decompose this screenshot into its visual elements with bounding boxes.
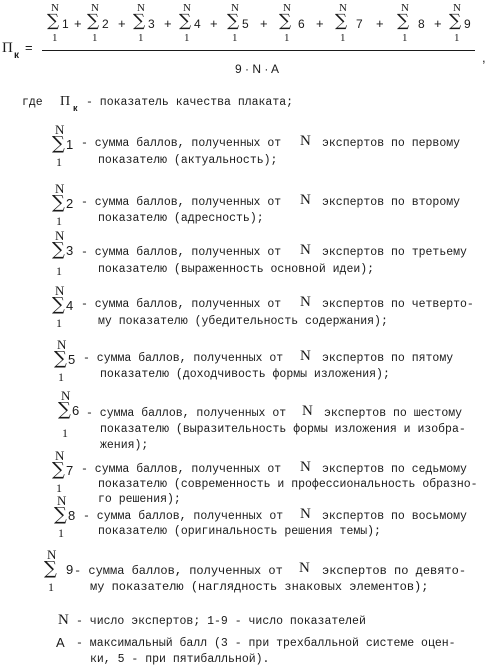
where-word: где bbox=[22, 96, 43, 109]
item-1-line1: - сумма баллов, полученных от bbox=[81, 137, 282, 150]
item-8-line2: показателю (оригинальность решения темы); bbox=[98, 525, 381, 538]
fraction-bar bbox=[42, 50, 475, 51]
item-7-line1: - сумма баллов, полученных от bbox=[81, 463, 282, 476]
sum-lower-1: 1 bbox=[56, 316, 62, 330]
sum-lower-1: 1 bbox=[138, 32, 144, 44]
where-symbol-subscript: к bbox=[73, 103, 78, 113]
term-index: 1 bbox=[62, 17, 69, 31]
sigma-symbol: ∑ bbox=[44, 558, 57, 579]
item-9-sum bbox=[44, 547, 74, 593]
footer-a-symbol: A bbox=[56, 635, 65, 650]
item-digit: 3 bbox=[66, 243, 74, 258]
item-3-sum bbox=[52, 228, 82, 278]
item-digit: 6 bbox=[72, 403, 80, 418]
item-1-line2: показателю (актуальность); bbox=[98, 154, 278, 167]
sum-upper-n: N bbox=[55, 448, 65, 463]
sigma-symbol: ∑ bbox=[227, 11, 240, 31]
sigma-symbol: ∑ bbox=[54, 504, 67, 525]
formula-term bbox=[278, 2, 308, 50]
item-6-line3: жения); bbox=[100, 439, 149, 452]
sum-upper-n: N bbox=[55, 181, 65, 196]
sum-lower-1: 1 bbox=[402, 32, 408, 44]
item-7-line3: го решения); bbox=[98, 493, 181, 506]
sum-lower-1: 1 bbox=[58, 370, 64, 384]
item-1-n: N bbox=[300, 133, 311, 149]
item-2-n: N bbox=[300, 192, 311, 208]
formula-term bbox=[178, 2, 208, 50]
term-index: 9 bbox=[464, 17, 471, 31]
item-8-n: N bbox=[300, 506, 311, 522]
plus-sign: + bbox=[210, 16, 218, 31]
item-5-n: N bbox=[300, 348, 311, 364]
where-symbol: П bbox=[60, 94, 71, 109]
sum-lower-1: 1 bbox=[56, 481, 62, 495]
sigma-symbol: ∑ bbox=[47, 11, 60, 31]
where-text: - показатель качества плаката; bbox=[86, 96, 294, 109]
formula-lhs: П bbox=[2, 40, 13, 56]
item-7-sum bbox=[52, 448, 82, 494]
sigma-symbol: ∑ bbox=[133, 11, 146, 31]
formula-term bbox=[46, 2, 76, 50]
sum-upper-n: N bbox=[55, 228, 65, 243]
item-digit: 1 bbox=[66, 137, 74, 152]
sum-upper-n: N bbox=[231, 2, 239, 14]
sum-upper-n: N bbox=[91, 2, 99, 14]
item-7-line1b: экспертов по седьмому bbox=[322, 463, 467, 476]
plus-sign: + bbox=[434, 16, 442, 31]
footer-n-text: - число экспертов; 1-9 - число показателей bbox=[76, 615, 366, 628]
sum-lower-1: 1 bbox=[92, 32, 98, 44]
sum-upper-n: N bbox=[55, 122, 65, 137]
formula-term bbox=[334, 2, 364, 50]
sigma-symbol: ∑ bbox=[52, 239, 65, 260]
sum-lower-1: 1 bbox=[454, 32, 460, 44]
item-7-line2: показателю (современность и профессиональность образно- bbox=[98, 478, 478, 491]
sum-lower-1: 1 bbox=[340, 32, 346, 44]
item-digit: 4 bbox=[66, 298, 74, 313]
term-index: 4 bbox=[194, 17, 201, 31]
sum-lower-1: 1 bbox=[48, 580, 54, 594]
item-2-line2: показателю (адресность); bbox=[98, 212, 264, 225]
term-index: 6 bbox=[298, 17, 305, 31]
item-9-line1: - сумма баллов, полученных от bbox=[74, 564, 283, 578]
sum-upper-n: N bbox=[57, 337, 67, 352]
term-index: 5 bbox=[242, 17, 249, 31]
formula-numerator bbox=[46, 2, 486, 50]
item-digit: 9 bbox=[66, 562, 74, 577]
sum-lower-1: 1 bbox=[56, 155, 62, 169]
sigma-symbol: ∑ bbox=[335, 11, 348, 31]
item-5-line1b: экспертов по пятому bbox=[322, 352, 454, 365]
sum-lower-1: 1 bbox=[52, 32, 58, 44]
sum-lower-1: 1 bbox=[56, 264, 62, 278]
formula-term bbox=[132, 2, 162, 50]
formula-equals: = bbox=[25, 40, 33, 55]
sum-upper-n: N bbox=[183, 2, 191, 14]
sum-upper-n: N bbox=[61, 388, 71, 403]
sum-upper-n: N bbox=[47, 547, 57, 562]
sigma-symbol: ∑ bbox=[54, 348, 67, 369]
sum-lower-1: 1 bbox=[56, 214, 62, 228]
item-5-line1: - сумма баллов, полученных от bbox=[83, 352, 284, 365]
item-9-line2: му показателю (наглядность знаковых элементов); bbox=[90, 580, 429, 594]
formula-term bbox=[226, 2, 256, 50]
item-5-sum bbox=[54, 337, 84, 383]
item-2-sum bbox=[52, 181, 82, 227]
item-2-line1: - сумма баллов, полученных от bbox=[81, 196, 282, 209]
term-index: 7 bbox=[356, 17, 363, 31]
item-6-line1b: экспертов по шестому bbox=[324, 407, 463, 420]
sigma-symbol: ∑ bbox=[58, 399, 71, 420]
formula-term bbox=[448, 2, 478, 50]
term-index: 3 bbox=[148, 17, 155, 31]
sum-upper-n: N bbox=[137, 2, 145, 14]
item-8-line1b: экспертов по восьмому bbox=[322, 510, 467, 523]
sigma-symbol: ∑ bbox=[179, 11, 192, 31]
item-4-line1: - сумма баллов, полученных от bbox=[81, 298, 282, 311]
sigma-symbol: ∑ bbox=[87, 11, 100, 31]
sum-lower-1: 1 bbox=[232, 32, 238, 44]
footer-a-text: - максимальный балл (3 - при трехбалльной системе оцен- bbox=[76, 637, 456, 650]
item-4-sum bbox=[52, 283, 82, 329]
where-line bbox=[0, 94, 504, 114]
plus-sign: + bbox=[74, 16, 82, 31]
item-9-n: N bbox=[299, 560, 310, 576]
sigma-symbol: ∑ bbox=[52, 294, 65, 315]
item-3-line2: показателю (выраженность основной идеи); bbox=[98, 263, 375, 276]
item-digit: 5 bbox=[68, 352, 76, 367]
item-6-n: N bbox=[302, 403, 313, 419]
sum-upper-n: N bbox=[57, 493, 67, 508]
item-1-sum bbox=[52, 122, 82, 168]
item-3-n: N bbox=[300, 242, 311, 258]
item-digit: 7 bbox=[66, 463, 74, 478]
item-1-line1b: экспертов по первому bbox=[322, 137, 461, 150]
sum-upper-n: N bbox=[401, 2, 409, 14]
sum-lower-1: 1 bbox=[58, 526, 64, 540]
plus-sign: + bbox=[118, 16, 126, 31]
item-digit: 8 bbox=[68, 508, 76, 523]
item-6-sum bbox=[58, 388, 88, 440]
term-index: 2 bbox=[102, 17, 109, 31]
item-5-line2: показателю (доходчивость формы изложения); bbox=[100, 368, 390, 381]
sum-upper-n: N bbox=[55, 283, 65, 298]
item-8-line1: - сумма баллов, полученных от bbox=[83, 510, 284, 523]
footer-a-text2: ки, 5 - при пятибалльной). bbox=[90, 653, 270, 666]
sigma-symbol: ∑ bbox=[52, 459, 65, 480]
sum-upper-n: N bbox=[339, 2, 347, 14]
formula-denominator: 9 · N · A bbox=[235, 62, 280, 76]
item-3-line1: - сумма баллов, полученных от bbox=[81, 246, 282, 259]
formula-term bbox=[396, 2, 426, 50]
item-6-line2: показателю (выразительность формы изложения и изобра- bbox=[100, 423, 466, 436]
item-4-n: N bbox=[300, 294, 311, 310]
sigma-symbol: ∑ bbox=[397, 11, 410, 31]
formula-lhs-subscript: к bbox=[14, 50, 20, 61]
formula bbox=[0, 0, 504, 85]
item-2-line1b: экспертов по второму bbox=[322, 196, 461, 209]
sum-upper-n: N bbox=[283, 2, 291, 14]
formula-term bbox=[86, 2, 116, 50]
item-7-n: N bbox=[300, 459, 311, 475]
item-8-sum bbox=[54, 493, 84, 539]
sum-upper-n: N bbox=[453, 2, 461, 14]
formula-trailing-comma: , bbox=[482, 50, 486, 65]
sum-lower-1: 1 bbox=[284, 32, 290, 44]
plus-sign: + bbox=[164, 16, 172, 31]
sigma-symbol: ∑ bbox=[279, 11, 292, 31]
sum-upper-n: N bbox=[51, 2, 59, 14]
item-digit: 2 bbox=[66, 196, 74, 211]
item-4-line2: му показателю (убедительность содержания); bbox=[98, 315, 388, 328]
sigma-symbol: ∑ bbox=[52, 192, 65, 213]
item-6-line1: - сумма баллов, полученных от bbox=[86, 407, 287, 420]
sigma-symbol: ∑ bbox=[449, 11, 462, 31]
plus-sign: + bbox=[260, 16, 268, 31]
term-index: 8 bbox=[418, 17, 425, 31]
plus-sign: + bbox=[316, 16, 324, 31]
sigma-symbol: ∑ bbox=[52, 133, 65, 154]
footer-n-symbol: N bbox=[58, 612, 69, 628]
item-3-line1b: экспертов по третьему bbox=[322, 246, 467, 259]
item-9-line1b: экспертов по девято- bbox=[322, 564, 467, 578]
sum-lower-1: 1 bbox=[62, 426, 68, 440]
item-4-line1b: экспертов по четверто- bbox=[322, 298, 474, 311]
plus-sign: + bbox=[376, 16, 384, 31]
sum-lower-1: 1 bbox=[184, 32, 190, 44]
